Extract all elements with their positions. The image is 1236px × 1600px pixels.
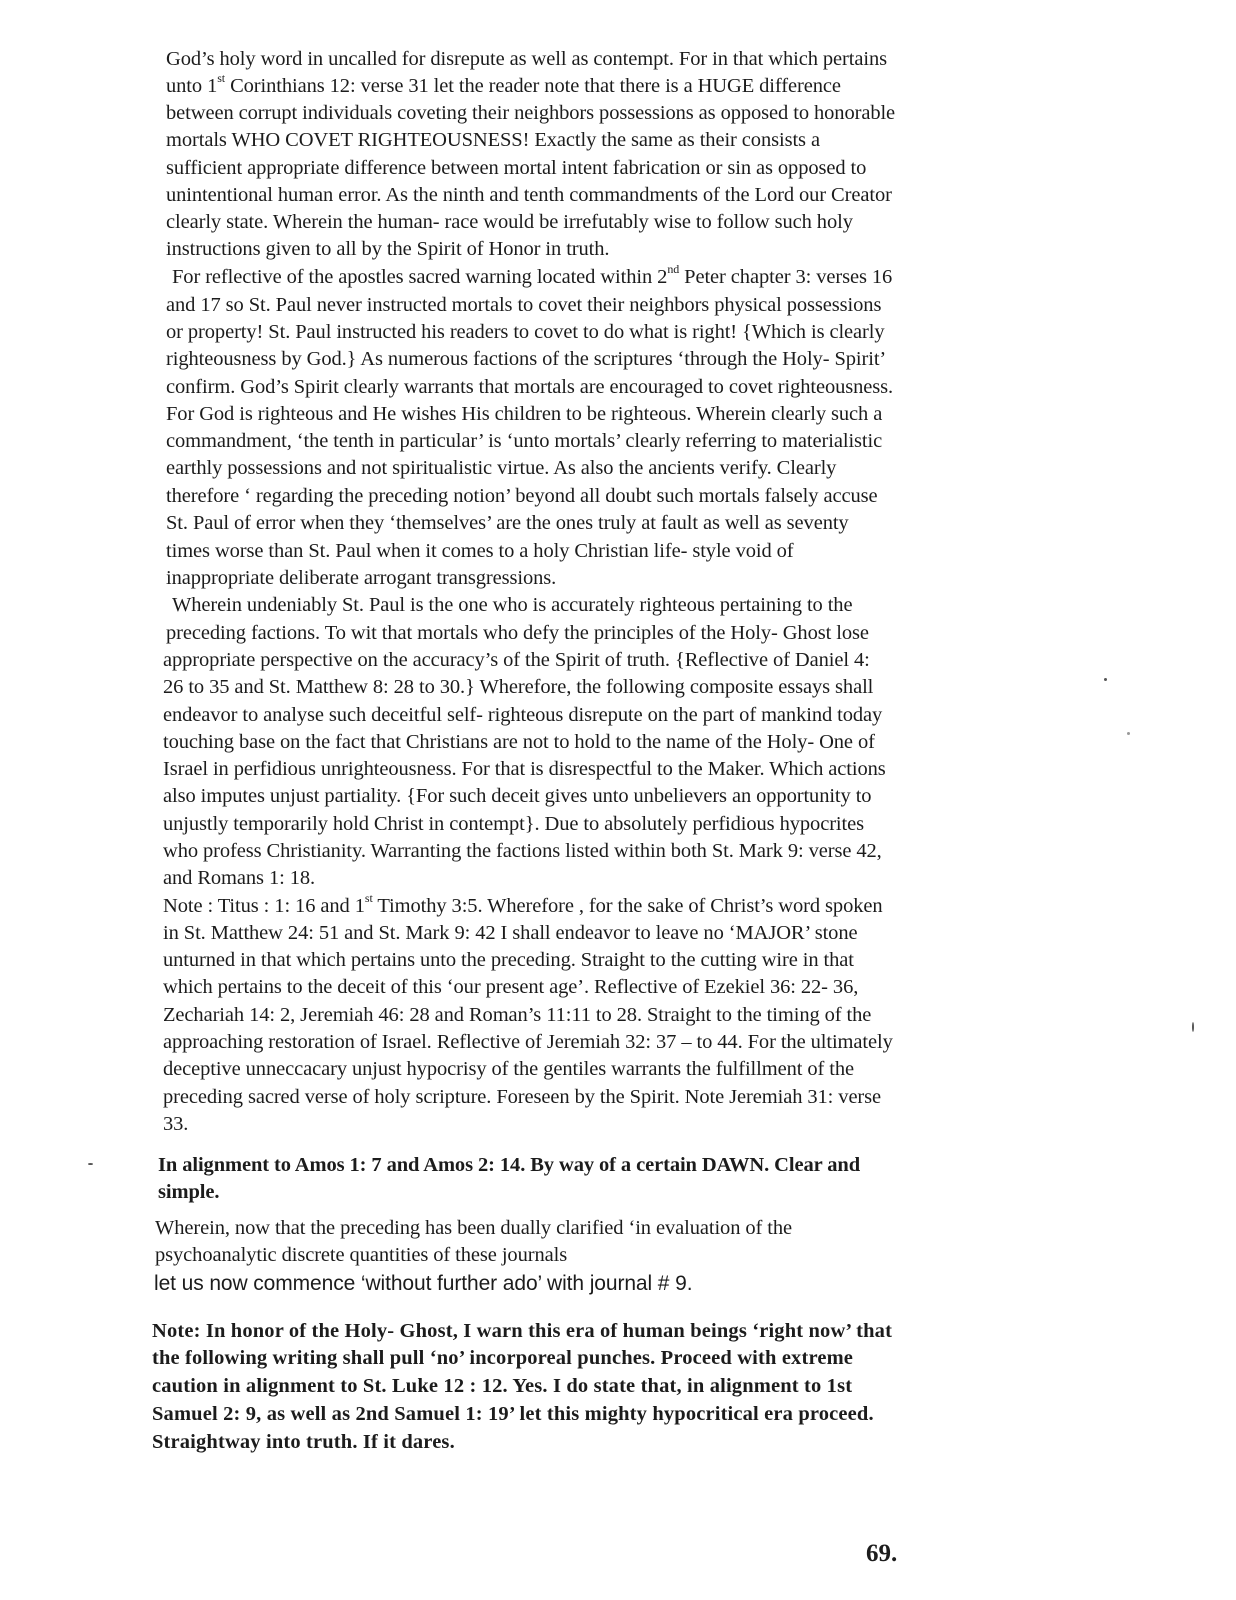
heading-line: simple. [158,1181,220,1203]
text-segment: and 17 so St. Paul never instructed mortals to covet their neighbors physical possessions [166,294,882,316]
text-line [166,100,895,127]
text-segment: instructions given to all by the Spirit of Honor in truth. [166,238,610,260]
note-line: Samuel 2: 9, as well as 2nd Samuel 1: 19’ let this mighty hypocritical era proceed. [152,1403,874,1425]
text-line [166,236,609,263]
text-segment: also imputes unjust partiality. {For such deceit gives unto unbelievers an opportunity to [163,785,872,807]
text-segment: deceptive unneccacary unjust hypocrisy of the gentiles warrants the fulfillment of the [163,1058,855,1080]
text-segment: which pertains to the deceit of this ‘our present age’. Reflective of Ezekiel 36: 22- 36, [163,976,859,998]
text-segment: in St. Matthew 24: 51 and St. Mark 9: 42 I shall endeavor to leave no ‘MAJOR’ stone [163,922,858,944]
text-line [163,1111,188,1138]
text-line [163,947,854,974]
text-line [163,756,886,783]
text-segment: who profess Christianity. Warranting the factions listed within both St. Mark 9: verse 42, [163,840,882,862]
text-segment: between corrupt individuals coveting their neighbors possessions as opposed to honorable [166,102,896,124]
text-segment: Israel in perfidious unrighteousness. For that is disrespectful to the Maker. Which actions [163,758,886,780]
text-segment: therefore ‘ regarding the preceding notion’ beyond all doubt such mortals falsely accuse [166,485,878,507]
ordinal-suffix: st [217,71,226,86]
page-number: 69. [866,1540,898,1567]
text-segment: unto 1 [166,75,218,97]
text-line [163,729,875,756]
text-line [166,155,866,182]
text-line [166,455,836,482]
text-line [163,865,315,892]
scan-speck [1192,1022,1194,1032]
text-segment: Timothy 3:5. Wherefore , for the sake of Christ’s word spoken [372,895,883,917]
text-line [163,1029,893,1056]
text-segment: mortals WHO COVET RIGHTEOUSNESS! Exactly the same as their consists a [166,129,820,151]
text-segment: Note : Titus : 1: 16 and 1 [163,895,365,917]
text-line [163,674,873,701]
text-segment: Zechariah 14: 2, Jeremiah 46: 28 and Roman’s 11:11 to 28. Straight to the timing of the [163,1004,872,1026]
text-line [163,838,882,865]
text-line [166,620,869,647]
text-segment: Peter chapter 3: verses 16 [679,266,893,288]
text-segment: unjustly temporarily hold Christ in contempt}. Due to absolutely perfidious hypocrites [163,813,864,835]
text-line [163,974,858,1001]
text-line [163,811,864,838]
note-line: Note: In honor of the Holy- Ghost, I warn this era of human beings ‘right now’ that [152,1320,893,1342]
text-segment: 26 to 35 and St. Matthew 8: 28 to 30.} Wherefore, the following composite essays shall [163,676,874,698]
text-segment: confirm. God’s Spirit clearly warrants that mortals are encouraged to covet righteousness. [166,376,894,398]
text-line [166,428,882,455]
text-segment: clearly state. Wherein the human- race would be irrefutably wise to follow such holy [166,211,853,233]
text-segment: For God is righteous and He wishes His children to be righteous. Wherein clearly such a [166,403,883,425]
note-line: Straightway into truth. If it dares. [152,1431,455,1453]
text-segment: times worse than St. Paul when it comes to a holy Christian life- style void of [166,540,794,562]
text-segment: 33. [163,1113,189,1135]
text-line [163,783,871,810]
text-line [166,374,893,401]
scan-speck [88,1163,93,1165]
ordinal-suffix: nd [667,262,680,277]
text-line [163,1002,871,1029]
text-line [163,702,882,729]
text-line [166,483,877,510]
text-line [166,401,882,428]
text-segment: Corinthians 12: verse 31 let the reader note that there is a HUGE difference [225,75,841,97]
text-line [166,565,556,592]
text-line [166,292,881,319]
text-line [166,127,820,154]
text-segment: preceding factions. To wit that mortals who defy the principles of the Holy- Ghost lose [166,622,869,644]
text-segment: unturned in that which pertains unto the preceding. Straight to the cutting wire in that [163,949,854,971]
text-segment: St. Paul of error when they ‘themselves’ are the ones truly at fault as well as seventy [166,512,849,534]
note-line: caution in alignment to St. Luke 12 : 12. Yes. I do state that, in alignment to 1st [152,1375,853,1397]
text-segment: God’s holy word in uncalled for disrepute as well as contempt. For in that which pertains [166,48,887,70]
text-segment: earthly possessions and not spiritualistic virtue. As also the ancients verify. Clearly [166,457,837,479]
text-line [163,1084,881,1111]
text-segment: sufficient appropriate difference between mortal intent fabrication or sin as opposed to [166,157,867,179]
text-segment: For reflective of the apostles sacred warning located within 2 [172,266,668,288]
text-segment: inappropriate deliberate arrogant transgressions. [166,567,557,589]
text-line [166,182,892,209]
text-segment: or property! St. Paul instructed his readers to covet to do what is right! {Which is clearly [166,321,885,343]
text-segment: endeavor to analyse such deceitful self- righteous disrepute on the part of mankind today [163,704,883,726]
scan-speck [1104,678,1107,681]
text-line [163,920,857,947]
text-segment: touching base on the fact that Christians are not to hold to the name of the Holy- One of [163,731,875,753]
text-segment: approaching restoration of Israel. Reflective of Jeremiah 32: 37 – to 44. For the ultimately [163,1031,893,1053]
text-segment: commandment, ‘the tenth in particular’ is ‘unto mortals’ clearly referring to materialistic [166,430,883,452]
commence-line: let us now commence ‘without further ado’ with journal # 9. [154,1272,693,1295]
text-line [163,1056,854,1083]
text-line [166,209,853,236]
text-line [166,346,886,373]
text-line [172,592,852,619]
note-line: the following writing shall pull ‘no’ incorporeal punches. Proceed with extreme [152,1347,854,1369]
text-segment: righteousness by God.} As numerous factions of the scriptures ‘through the Holy- Spirit’ [166,348,887,370]
text-line [166,73,841,100]
text-line [166,538,794,565]
ordinal-suffix: st [364,891,373,906]
text-segment: appropriate perspective on the accuracy’s of the Spirit of truth. {Reflective of Daniel 4: [163,649,870,671]
closing-line: psychoanalytic discrete quantities of these journals [155,1244,568,1266]
text-line [163,893,883,920]
closing-line: Wherein, now that the preceding has been dually clarified ‘in evaluation of the [155,1217,793,1239]
text-line [166,319,885,346]
text-line [166,46,887,73]
text-segment: and Romans 1: 18. [163,867,316,889]
text-line [163,647,870,674]
text-segment: preceding sacred verse of holy scripture. Foreseen by the Spirit. Note Jeremiah 31: verse [163,1086,882,1108]
heading-line: In alignment to Amos 1: 7 and Amos 2: 14. By way of a certain DAWN. Clear and [158,1154,861,1176]
text-segment: unintentional human error. As the ninth and tenth commandments of the Lord our Creator [166,184,892,206]
text-line [166,510,849,537]
text-line [172,264,892,291]
scan-speck [1127,732,1130,735]
text-segment: Wherein undeniably St. Paul is the one who is accurately righteous pertaining to the [172,594,853,616]
